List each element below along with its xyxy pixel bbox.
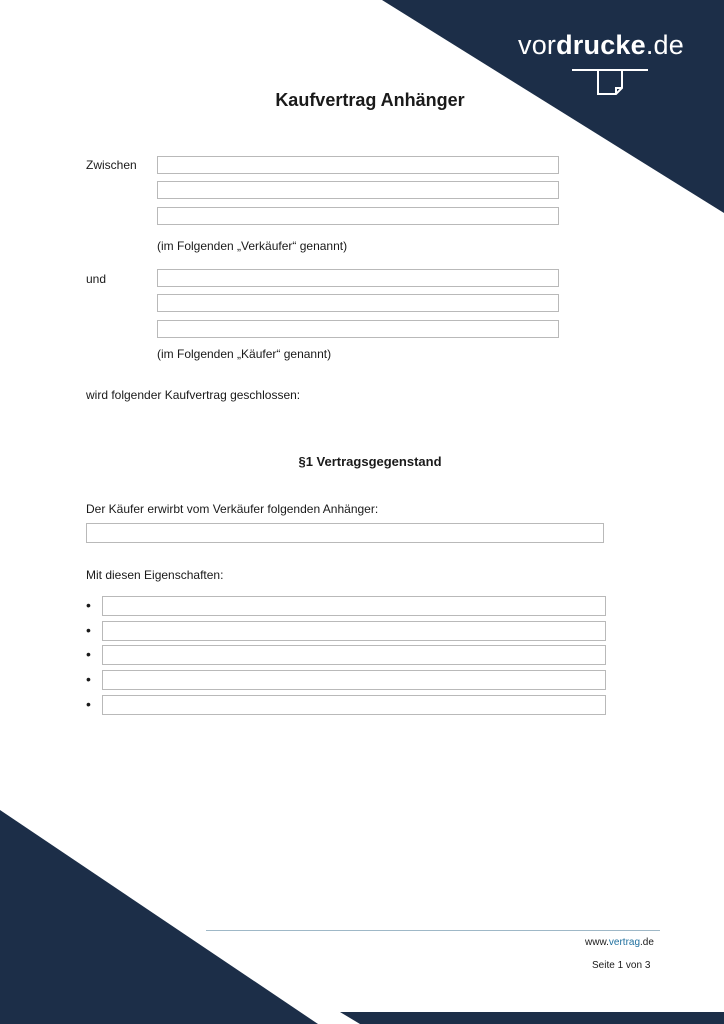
properties-label: Mit diesen Eigenschaften: <box>86 568 224 582</box>
logo-suffix: .de <box>645 30 684 60</box>
bullet-2: • <box>86 622 91 638</box>
footer-divider <box>206 930 660 931</box>
bullet-3: • <box>86 646 91 662</box>
seller-field-2[interactable] <box>157 181 559 199</box>
buyer-field-3[interactable] <box>157 320 559 338</box>
logo-bold: drucke <box>556 30 646 60</box>
section-1-intro: Der Käufer erwirbt vom Verkäufer folgenden Anhänger: <box>86 502 379 516</box>
bullet-5: • <box>86 696 91 712</box>
bottom-right-shadow-shape <box>340 1012 724 1024</box>
seller-note: (im Folgenden „Verkäufer“ genannt) <box>157 239 348 253</box>
buyer-field-2[interactable] <box>157 294 559 312</box>
seller-field-3[interactable] <box>157 207 559 225</box>
buyer-note: (im Folgenden „Käufer“ genannt) <box>157 347 332 361</box>
seller-field-1[interactable] <box>157 156 559 174</box>
contract-concluded-text: wird folgender Kaufvertrag geschlossen: <box>86 388 301 402</box>
property-field-2[interactable] <box>102 621 606 641</box>
footer-url-accent: vertrag <box>608 937 641 948</box>
brand-logo <box>518 30 684 61</box>
trailer-description-field[interactable] <box>86 523 604 543</box>
buyer-field-1[interactable] <box>157 269 559 287</box>
logo-prefix: vor <box>518 30 557 60</box>
property-field-3[interactable] <box>102 645 606 665</box>
document-title: Kaufvertrag Anhänger <box>275 90 465 110</box>
bottom-left-corner-shape <box>0 810 318 1024</box>
footer-url-prefix: www. <box>585 937 609 948</box>
between-label: Zwischen <box>86 158 137 172</box>
bullet-1: • <box>86 597 91 613</box>
property-field-5[interactable] <box>102 695 606 715</box>
bullet-4: • <box>86 671 91 687</box>
footer-website-link[interactable] <box>585 937 654 948</box>
property-field-1[interactable] <box>102 596 606 616</box>
footer-url-suffix: .de <box>640 937 654 948</box>
property-field-4[interactable] <box>102 670 606 690</box>
page-number: Seite 1 von 3 <box>592 960 651 971</box>
and-label: und <box>86 272 107 286</box>
section-1-heading: §1 Vertragsgegenstand <box>298 454 442 469</box>
